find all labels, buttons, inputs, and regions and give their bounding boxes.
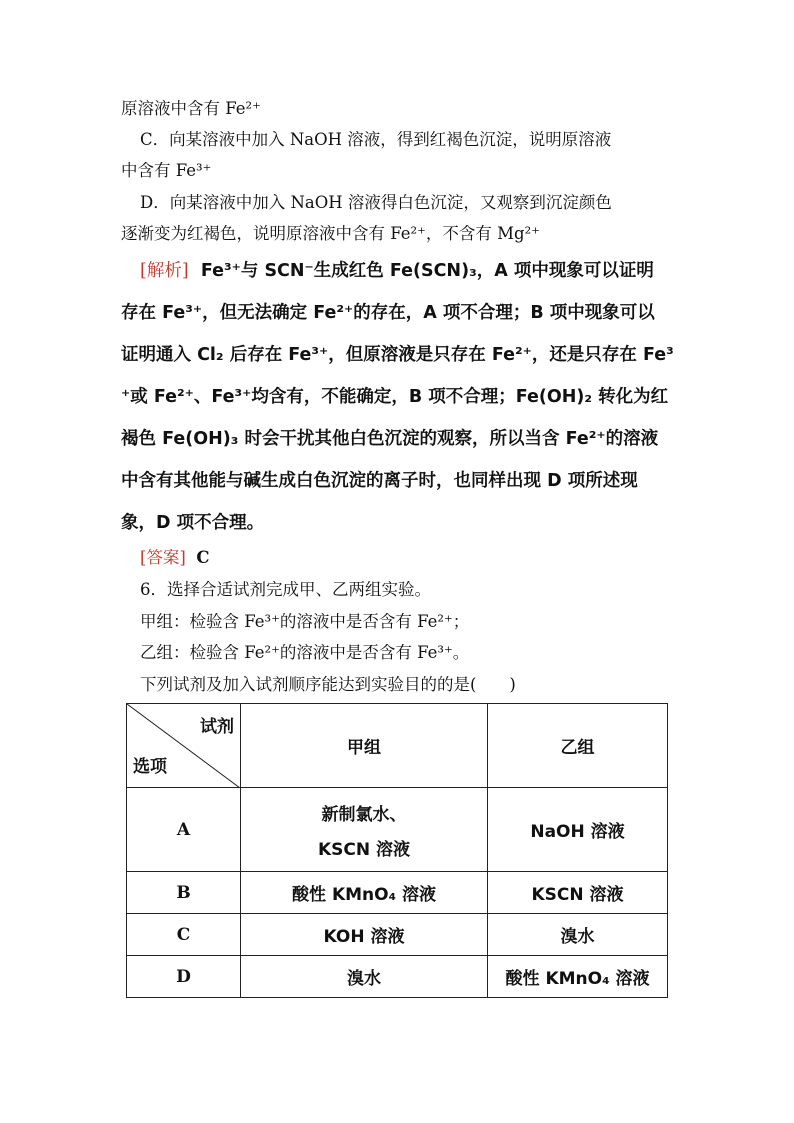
corner-bottom-label: 选项 <box>133 757 167 777</box>
analysis-line-1 <box>140 258 654 284</box>
corner-top-label: 试剂 <box>200 717 234 737</box>
cell-text: 新制氯水、 <box>321 804 407 825</box>
options-table <box>126 703 668 998</box>
corner-cell <box>127 704 241 788</box>
table-row <box>127 872 668 914</box>
analysis-line-7: 象，D 项不合理。 <box>121 513 265 533</box>
text-line: 中含有 Fe³⁺ <box>121 161 212 180</box>
answer-line <box>140 547 210 569</box>
question-stem: 6．选择合适试剂完成甲、乙两组实验。 <box>140 580 431 599</box>
cell-yi: 酸性 KMnO₄ 溶液 <box>488 956 668 998</box>
cell-jia: KOH 溶液 <box>241 914 488 956</box>
analysis-line-3: 证明通入 Cl₂ 后存在 Fe³⁺，但原溶液是只存在 Fe²⁺，还是只存在 Fe³ <box>121 345 674 365</box>
analysis-line-4: ⁺或 Fe²⁺、Fe³⁺均含有，不能确定，B 项不合理；Fe(OH)₂ 转化为红 <box>121 387 669 407</box>
analysis-tag: [解析] <box>140 261 189 281</box>
analysis-text: Fe³⁺与 SCN⁻生成红色 Fe(SCN)₃，A 项中现象可以证明 <box>200 261 654 281</box>
col-jia-header: 甲组 <box>241 704 488 788</box>
cell-yi: KSCN 溶液 <box>488 872 668 914</box>
cell-jia: 酸性 KMnO₄ 溶液 <box>241 872 488 914</box>
option-d-text: D．向某溶液中加入 NaOH 溶液得白色沉淀，又观察到沉淀颜色 <box>140 193 612 212</box>
question-prompt: 下列试剂及加入试剂顺序能达到实验目的的是( ) <box>140 675 516 694</box>
analysis-line-2: 存在 Fe³⁺，但无法确定 Fe²⁺的存在，A 项不合理；B 项中现象可以 <box>121 303 655 323</box>
analysis-line-5: 褐色 Fe(OH)₃ 时会干扰其他白色沉淀的观察，所以当含 Fe²⁺的溶液 <box>121 429 659 449</box>
cell-yi: NaOH 溶液 <box>488 788 668 872</box>
option-label: B <box>127 872 241 914</box>
option-label: A <box>127 788 241 872</box>
group-yi-text: 乙组：检验含 Fe²⁺的溶液中是否含有 Fe³⁺。 <box>140 643 470 662</box>
option-label: C <box>127 914 241 956</box>
option-c-text: C．向某溶液中加入 NaOH 溶液，得到红褐色沉淀，说明原溶液 <box>140 130 612 149</box>
cell-jia: 溴水 <box>241 956 488 998</box>
table-header-row <box>127 704 668 788</box>
text-line: 原溶液中含有 Fe²⁺ <box>121 99 261 118</box>
cell-jia <box>241 788 488 872</box>
group-jia-text: 甲组：检验含 Fe³⁺的溶液中是否含有 Fe²⁺； <box>140 612 470 631</box>
cell-text: KSCN 溶液 <box>317 839 411 860</box>
answer-value: C <box>196 548 210 567</box>
analysis-line-6: 中含有其他能与碱生成白色沉淀的离子时，也同样出现 D 项所述现 <box>121 471 638 491</box>
cell-yi: 溴水 <box>488 914 668 956</box>
text-line: 逐渐变为红褐色，说明原溶液中含有 Fe²⁺，不含有 Mg²⁺ <box>121 224 540 243</box>
answer-tag: [答案] <box>140 548 186 567</box>
table-row <box>127 788 668 872</box>
table-row <box>127 956 668 998</box>
option-label: D <box>127 956 241 998</box>
table-row <box>127 914 668 956</box>
col-yi-header: 乙组 <box>488 704 668 788</box>
